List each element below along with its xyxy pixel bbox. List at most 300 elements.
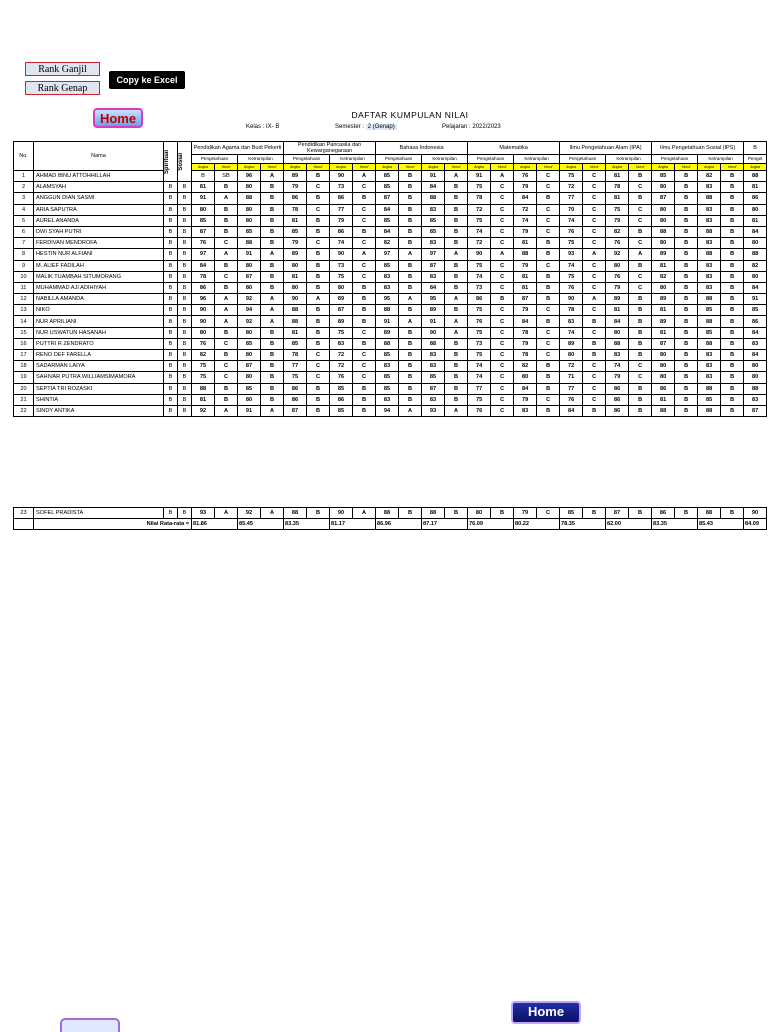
score-huruf: B (215, 282, 238, 293)
score-huruf: C (583, 226, 606, 237)
score-angka: 81 (744, 182, 767, 193)
score-angka: 84 (514, 383, 537, 394)
score-huruf: B (721, 282, 744, 293)
score-huruf: B (399, 327, 422, 338)
score-angka: 83 (422, 238, 445, 249)
score-angka: 83 (376, 361, 399, 372)
score-angka: 93 (560, 249, 583, 260)
subject-header: Bahasa Indonesia (376, 142, 468, 155)
score-huruf: C (583, 260, 606, 271)
score-huruf: B (261, 361, 284, 372)
score-angka: 80 (652, 372, 675, 383)
score-huruf: C (491, 305, 514, 316)
score-angka: 87 (606, 508, 629, 519)
score-angka: 72 (560, 182, 583, 193)
score-angka: 83 (698, 350, 721, 361)
table-row (14, 226, 767, 237)
score-angka: 78 (560, 305, 583, 316)
score-angka: 88 (422, 193, 445, 204)
blank-cell (14, 519, 34, 530)
score-huruf: B (445, 383, 468, 394)
score-angka: 91 (422, 171, 445, 182)
score-angka: 76 (192, 338, 215, 349)
spiritual-grade: B (164, 394, 178, 405)
score-angka: 88 (192, 383, 215, 394)
score-angka: 80 (284, 260, 307, 271)
table-row (14, 294, 767, 305)
score-huruf: A (399, 405, 422, 416)
score-huruf: B (215, 327, 238, 338)
score-huruf: A (445, 294, 468, 305)
score-huruf: B (399, 394, 422, 405)
spiritual-grade: B (164, 372, 178, 383)
score-huruf: C (307, 372, 330, 383)
score-huruf: A (445, 171, 468, 182)
score-angka: 86 (284, 394, 307, 405)
score-angka: 83 (514, 405, 537, 416)
grades-table-bottom (13, 507, 767, 530)
score-huruf: B (261, 193, 284, 204)
score-huruf: B (721, 215, 744, 226)
score-angka: 79 (514, 305, 537, 316)
score-angka: 79 (514, 226, 537, 237)
score-angka: 82 (744, 260, 767, 271)
score-huruf: B (675, 294, 698, 305)
score-huruf: A (215, 508, 238, 519)
score-huruf: B (445, 271, 468, 282)
student-name: NIKO (34, 305, 164, 316)
average-value: 80.22 (514, 519, 560, 530)
score-angka: 83 (560, 316, 583, 327)
student-name: DWI SYAH PUTRI (34, 226, 164, 237)
score-huruf: B (399, 171, 422, 182)
score-angka: 85 (698, 305, 721, 316)
spiritual-grade: B (164, 350, 178, 361)
score-angka: 86 (192, 282, 215, 293)
score-angka: 97 (422, 249, 445, 260)
table-row (14, 316, 767, 327)
score-angka: 74 (606, 361, 629, 372)
col-sosial (178, 142, 192, 182)
score-huruf: B (445, 182, 468, 193)
score-huruf: A (491, 249, 514, 260)
score-angka: 75 (284, 372, 307, 383)
score-huruf: C (583, 204, 606, 215)
score-huruf: B (215, 394, 238, 405)
score-huruf: B (675, 327, 698, 338)
score-angka: 89 (330, 316, 353, 327)
rank-genap-button[interactable]: Rank Genap (25, 81, 100, 95)
spiritual-grade: B (164, 249, 178, 260)
score-huruf: A (491, 171, 514, 182)
score-angka: 85 (376, 182, 399, 193)
score-angka: 73 (330, 182, 353, 193)
score-angka: 80 (192, 327, 215, 338)
score-huruf: B (721, 238, 744, 249)
table-row (14, 361, 767, 372)
score-huruf: A (261, 305, 284, 316)
score-angka: 76 (560, 226, 583, 237)
score-angka: 83 (698, 260, 721, 271)
spiritual-grade: B (164, 383, 178, 394)
score-angka: 81 (514, 271, 537, 282)
score-angka: 83 (422, 204, 445, 215)
student-name: HESTIN NUR ALFIANI (34, 249, 164, 260)
score-huruf: B (215, 182, 238, 193)
score-angka: 96 (192, 294, 215, 305)
huruf-header: Huruf (353, 164, 376, 171)
score-angka: 85 (238, 338, 261, 349)
table-row (14, 204, 767, 215)
score-angka: 88 (698, 294, 721, 305)
student-name: SADARMAN LAIYA (34, 361, 164, 372)
score-angka: 75 (468, 215, 491, 226)
score-angka: 80 (514, 372, 537, 383)
huruf-header: Huruf (399, 164, 422, 171)
score-angka: 83 (698, 238, 721, 249)
score-angka: 79 (514, 394, 537, 405)
score-angka: 80 (744, 204, 767, 215)
score-angka: 89 (284, 249, 307, 260)
score-angka: 77 (560, 383, 583, 394)
score-huruf: B (675, 171, 698, 182)
score-angka: 88 (606, 338, 629, 349)
score-huruf: B (307, 508, 330, 519)
score-angka: 81 (652, 305, 675, 316)
home-button-top[interactable]: Home (93, 108, 143, 128)
score-huruf: B (721, 294, 744, 305)
score-angka: 89 (560, 338, 583, 349)
score-huruf: B (215, 215, 238, 226)
score-angka: 73 (468, 282, 491, 293)
score-huruf: B (445, 282, 468, 293)
score-angka: 80 (238, 282, 261, 293)
table-row (14, 327, 767, 338)
row-number: 15 (14, 327, 34, 338)
sosial-grade: B (178, 305, 192, 316)
huruf-header: Huruf (491, 164, 514, 171)
score-angka: 72 (468, 204, 491, 215)
score-huruf: B (629, 405, 652, 416)
score-angka: 83 (376, 394, 399, 405)
score-angka: 75 (192, 361, 215, 372)
angka-header: Angka (330, 164, 353, 171)
col-no: No. (14, 142, 34, 171)
student-name: RENO DEF FARELLA (34, 350, 164, 361)
score-angka: 84 (192, 260, 215, 271)
score-angka: 95 (422, 294, 445, 305)
score-huruf: C (583, 394, 606, 405)
score-huruf: B (629, 193, 652, 204)
table-row (14, 405, 767, 416)
table-row (14, 271, 767, 282)
score-angka: 86 (330, 193, 353, 204)
score-angka: 90 (422, 327, 445, 338)
rank-ganjil-button[interactable]: Rank Ganjil (25, 62, 100, 76)
student-name: AHMAD IBNU ATTOHHILLAH (34, 171, 164, 182)
spiritual-grade: B (164, 182, 178, 193)
score-angka: 88 (698, 193, 721, 204)
score-huruf: B (261, 260, 284, 271)
score-angka: 83 (422, 350, 445, 361)
score-huruf: B (537, 316, 560, 327)
score-huruf: A (215, 305, 238, 316)
row-number: 18 (14, 361, 34, 372)
subject-header: Matematika (468, 142, 560, 155)
score-huruf: B (629, 383, 652, 394)
score-huruf: A (215, 316, 238, 327)
score-angka: 80 (606, 327, 629, 338)
score-angka: 74 (468, 361, 491, 372)
score-huruf: B (629, 508, 652, 519)
score-angka: 75 (560, 271, 583, 282)
score-angka: 91 (238, 249, 261, 260)
average-value: 85.43 (698, 519, 744, 530)
score-huruf: A (215, 405, 238, 416)
score-huruf: B (583, 316, 606, 327)
table-row (14, 249, 767, 260)
score-angka: 75 (330, 271, 353, 282)
score-angka: 95 (376, 294, 399, 305)
score-huruf: C (491, 316, 514, 327)
score-angka: 80 (238, 327, 261, 338)
sosial-grade: B (178, 249, 192, 260)
score-angka: 80 (652, 215, 675, 226)
student-name: NABILLA AMANDA (34, 294, 164, 305)
student-name: AUREL ANANDA (34, 215, 164, 226)
score-angka: 88 (376, 338, 399, 349)
score-angka: 88 (284, 305, 307, 316)
score-huruf: A (445, 327, 468, 338)
home-button-bottom[interactable]: Home (511, 1001, 581, 1024)
score-angka: 78 (514, 327, 537, 338)
score-angka: 90 (192, 316, 215, 327)
spiritual-grade: B (164, 405, 178, 416)
score-angka: 72 (330, 350, 353, 361)
score-angka: 86 (744, 316, 767, 327)
score-huruf: B (721, 350, 744, 361)
row-number: 4 (14, 204, 34, 215)
score-angka: 81 (514, 282, 537, 293)
student-name: MUHAMMAD AJI ADIHIYAH (34, 282, 164, 293)
student-name: NUR USWATUN HASANAH (34, 327, 164, 338)
score-angka: 88 (698, 405, 721, 416)
score-huruf: B (675, 405, 698, 416)
score-angka: 85 (192, 215, 215, 226)
subject-header: Pendidikan Pancasila dan Kewarganegaraan (284, 142, 376, 155)
score-huruf: C (307, 238, 330, 249)
score-huruf: B (307, 305, 330, 316)
score-angka: 85 (422, 226, 445, 237)
score-angka: 87 (238, 271, 261, 282)
score-huruf: C (537, 204, 560, 215)
score-angka: 80 (652, 204, 675, 215)
score-angka: 91 (238, 405, 261, 416)
score-huruf: B (353, 394, 376, 405)
score-angka: 81 (652, 327, 675, 338)
score-huruf: C (537, 226, 560, 237)
score-angka: 89 (652, 294, 675, 305)
score-huruf: B (353, 226, 376, 237)
score-huruf: B (399, 305, 422, 316)
score-angka: 76 (606, 238, 629, 249)
score-angka: 87 (744, 405, 767, 416)
score-huruf: B (629, 338, 652, 349)
score-angka: 74 (468, 226, 491, 237)
score-huruf: C (491, 350, 514, 361)
score-angka: 76 (330, 372, 353, 383)
score-angka: 89 (330, 294, 353, 305)
score-angka: 83 (698, 182, 721, 193)
subject-header: Ilmu Pengetahuan Sosial (IPS) (652, 142, 744, 155)
score-huruf: B (399, 508, 422, 519)
score-angka: 84 (744, 282, 767, 293)
spiritual-grade: B (164, 316, 178, 327)
copy-excel-button[interactable]: Copy ke Excel (109, 71, 185, 89)
student-name: SAHIVAR PUTRA WILLIAMSIMAMORA (34, 372, 164, 383)
score-angka: 80 (238, 394, 261, 405)
score-huruf: B (399, 338, 422, 349)
score-huruf: B (399, 271, 422, 282)
score-huruf: C (537, 260, 560, 271)
score-huruf: C (629, 282, 652, 293)
score-huruf: B (721, 394, 744, 405)
score-huruf: B (307, 282, 330, 293)
score-huruf: C (491, 327, 514, 338)
score-angka: 83 (376, 271, 399, 282)
row-number: 10 (14, 271, 34, 282)
score-huruf: C (215, 338, 238, 349)
table-row (14, 338, 767, 349)
score-huruf: B (721, 508, 744, 519)
score-angka: 85 (376, 260, 399, 271)
score-angka: 89 (652, 316, 675, 327)
score-angka: 82 (652, 271, 675, 282)
score-huruf: C (537, 171, 560, 182)
score-angka: 80 (468, 508, 491, 519)
score-angka: 85 (376, 171, 399, 182)
keterampilan-header: Ketrampilan (606, 155, 652, 164)
score-huruf: C (353, 350, 376, 361)
huruf-header: Huruf (583, 164, 606, 171)
score-huruf: A (629, 249, 652, 260)
score-angka: 88 (376, 508, 399, 519)
huruf-header: Huruf (629, 164, 652, 171)
score-huruf: B (583, 350, 606, 361)
score-huruf: B (261, 383, 284, 394)
student-name: PUTTRI R ZENDRATO (34, 338, 164, 349)
score-huruf: B (629, 171, 652, 182)
score-angka: 75 (468, 305, 491, 316)
score-angka: 81 (514, 238, 537, 249)
spiritual-grade: B (192, 171, 215, 182)
score-angka: 87 (238, 361, 261, 372)
angka-header: Angka (192, 164, 215, 171)
subject-header: B (744, 142, 767, 155)
score-angka: 80 (606, 260, 629, 271)
table-row (14, 394, 767, 405)
spiritual-grade: B (164, 282, 178, 293)
score-angka: 82 (514, 361, 537, 372)
row-number: 5 (14, 215, 34, 226)
score-angka: 90 (284, 294, 307, 305)
score-angka: 81 (192, 182, 215, 193)
score-huruf: C (307, 182, 330, 193)
score-angka: 87 (422, 383, 445, 394)
score-huruf: C (583, 361, 606, 372)
score-huruf: B (353, 316, 376, 327)
score-huruf: B (721, 316, 744, 327)
sosial-grade: B (178, 193, 192, 204)
spiritual-grade: B (164, 238, 178, 249)
score-angka: 79 (284, 182, 307, 193)
score-huruf: B (399, 282, 422, 293)
score-angka: 89 (284, 171, 307, 182)
spiritual-grade: B (164, 294, 178, 305)
row-number: 19 (14, 372, 34, 383)
score-huruf: A (261, 508, 284, 519)
score-huruf: B (445, 361, 468, 372)
sosial-label: Sosial (178, 152, 184, 171)
score-angka: 81 (192, 394, 215, 405)
score-huruf: B (721, 372, 744, 383)
row-number: 13 (14, 305, 34, 316)
score-huruf: B (537, 282, 560, 293)
score-angka: 74 (468, 372, 491, 383)
score-huruf: A (261, 294, 284, 305)
table-row (14, 171, 767, 182)
score-huruf: B (675, 238, 698, 249)
score-huruf: B (537, 361, 560, 372)
score-angka: 74 (560, 260, 583, 271)
score-angka: 78 (514, 350, 537, 361)
score-angka: 85 (422, 215, 445, 226)
score-angka: 87 (330, 305, 353, 316)
angka-header: Angka (284, 164, 307, 171)
pengetahuan-header: Pengetahuan (284, 155, 330, 164)
score-huruf: B (675, 350, 698, 361)
score-angka: 86 (652, 508, 675, 519)
page-title: DAFTAR KUMPULAN NILAI (351, 110, 469, 120)
score-angka: 86 (606, 405, 629, 416)
score-angka: 85 (376, 350, 399, 361)
score-angka: 87 (514, 294, 537, 305)
score-angka: 81 (284, 215, 307, 226)
average-value: 83.35 (652, 519, 698, 530)
score-angka: 88 (744, 171, 767, 182)
rank-button-partial[interactable] (60, 1018, 120, 1032)
score-angka: 74 (514, 215, 537, 226)
score-huruf: B (675, 193, 698, 204)
score-huruf: B (215, 226, 238, 237)
score-huruf: A (353, 508, 376, 519)
row-number: 17 (14, 350, 34, 361)
pengetahuan-header: Penget (744, 155, 767, 164)
score-huruf: C (353, 327, 376, 338)
score-huruf: B (721, 193, 744, 204)
score-angka: 79 (606, 215, 629, 226)
score-huruf: B (445, 193, 468, 204)
score-huruf: B (721, 361, 744, 372)
sosial-grade: B (178, 350, 192, 361)
score-huruf: B (215, 350, 238, 361)
score-huruf: C (491, 405, 514, 416)
col-spiritual (164, 142, 178, 182)
score-angka: 93 (422, 405, 445, 416)
table-row (14, 182, 767, 193)
score-huruf: C (491, 282, 514, 293)
sosial-grade: B (178, 215, 192, 226)
